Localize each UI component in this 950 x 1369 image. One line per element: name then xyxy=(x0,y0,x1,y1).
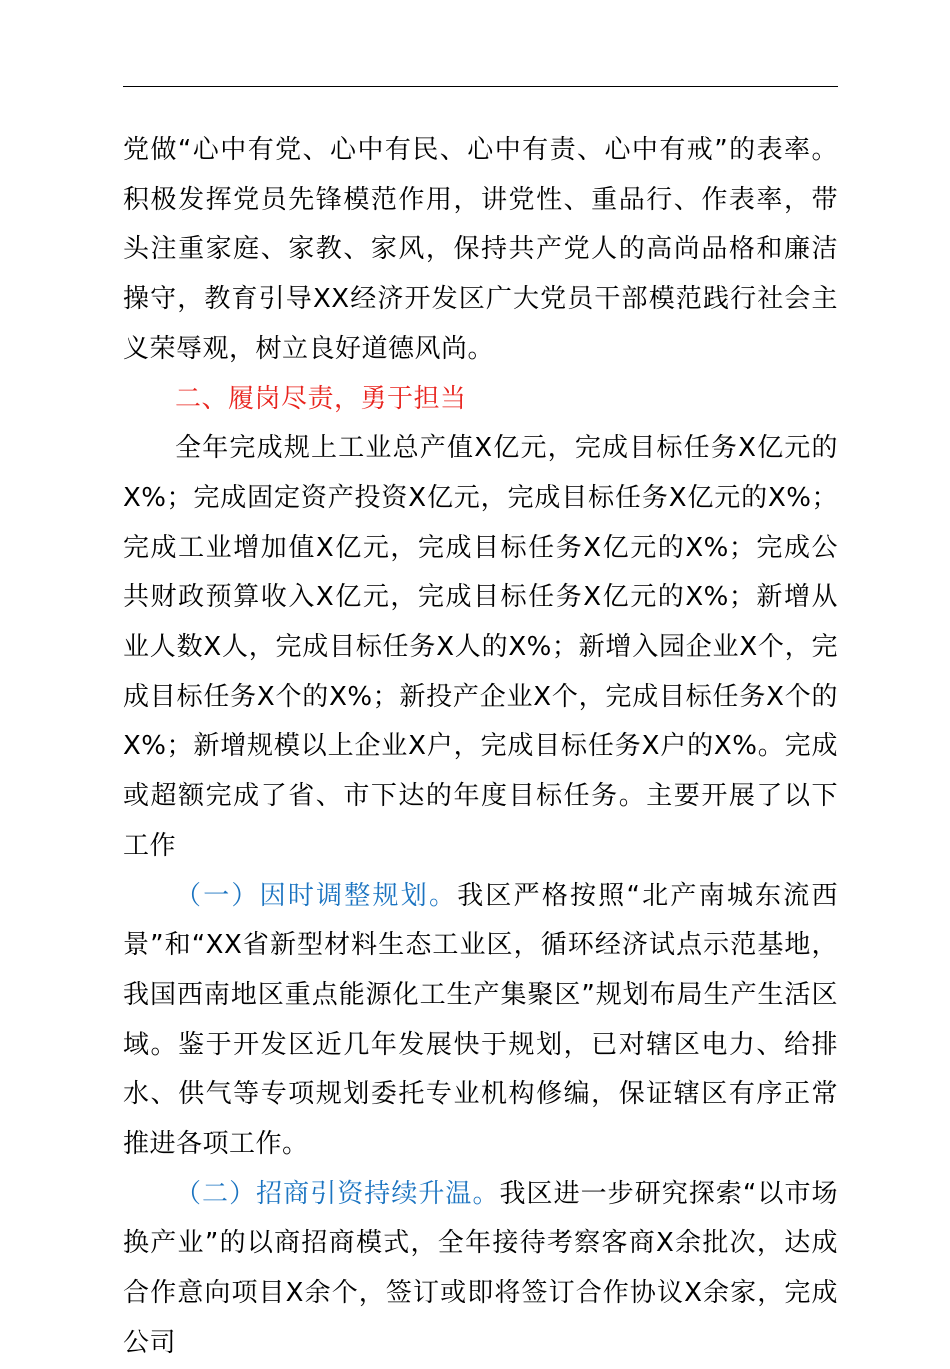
document-body xyxy=(123,126,838,1369)
section-heading-duty: 二、履岗尽责，勇于担当 xyxy=(175,383,467,414)
paragraph-investment xyxy=(123,1170,838,1369)
paragraph-planning-text: 我区严格按照“北产南城东流西景”和“XX省新型材料生态工业区，循环经济试点示范基地，我国西南地区重点能源化工生产集聚区”规划布局生产生活区域。鉴于开发区近几年发展快于规划，已对辖区电力、给排水、供气等专项规划委托专业机构修编，保证辖区有序正常推进各项工作。 xyxy=(123,880,838,1160)
subheading-planning: （一）因时调整规划。 xyxy=(175,880,458,911)
paragraph-planning xyxy=(123,872,838,1170)
subheading-investment: （二）招商引资持续升温。 xyxy=(175,1178,500,1209)
paragraph-targets: 全年完成规上工业总产值X亿元，完成目标任务X亿元的X%；完成固定资产投资X亿元，完成目标任务X亿元的X%；完成工业增加值X亿元，完成目标任务X亿元的X%；完成公共财政预算收入X亿元，完成目标任务X亿元的X%；新增从业人数X人，完成目标任务X人的X%；新增入园企业X个，完成目标任务X个的X%；新投产企业X个，完成目标任务X个的X%；新增规模以上企业X户，完成目标任务X户的X%。完成或超额完成了省、市下达的年度目标任务。主要开展了以下工作 xyxy=(123,433,838,861)
header-rule xyxy=(123,86,838,87)
paragraph-conduct: 党做“心中有党、心中有民、心中有责、心中有戒”的表率。积极发挥党员先锋模范作用，讲党性、重品行、作表率，带头注重家庭、家教、家风，保持共产党人的高尚品格和廉洁操守，教育引导XX经济开发区广大党员干部模范践行社会主义荣辱观，树立良好道德风尚。 xyxy=(123,135,838,364)
paragraph-investment-text: 我区进一步研究探索“以市场换产业”的以商招商模式，全年接待考察客商X余批次，达成合作意向项目X余个，签订或即将签订合作协议X余家，完成公司 xyxy=(123,1178,838,1358)
